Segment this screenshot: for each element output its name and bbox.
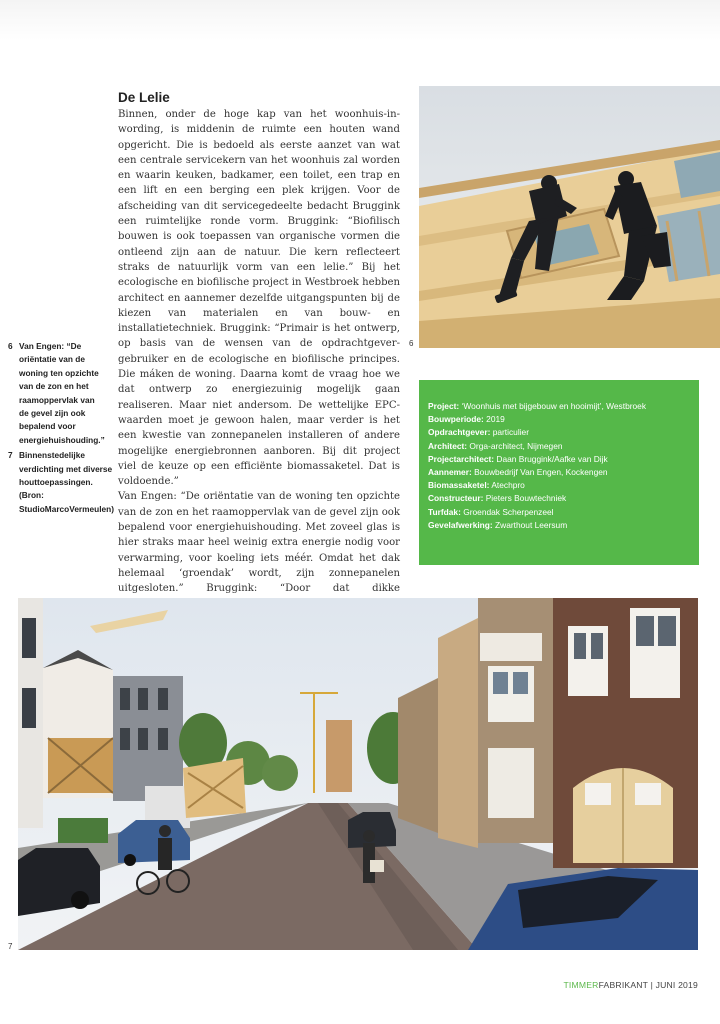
photo-captions — [8, 340, 114, 518]
street-view-illustration — [18, 598, 698, 950]
figure-number-6: 6 — [409, 339, 414, 348]
caption-7 — [8, 449, 114, 516]
photo-street-view — [18, 598, 698, 950]
info-row-aannemer: Aannemer: Bouwbedrijf Van Engen, Kockengen — [428, 467, 608, 478]
info-row-biomassaketel: Biomassaketel: Atechpro — [428, 480, 525, 491]
info-row-constructeur: Constructeur: Pieters Bouwtechniek — [428, 493, 567, 504]
figure-number-7: 7 — [8, 942, 13, 951]
caption-text: Binnenstedelijke verdichting met diverse houttoepassingen. (Bron: StudioMarcoVermeulen) — [19, 450, 114, 514]
roof-workers-illustration — [419, 86, 720, 348]
info-row-architect: Architect: Orga-architect, Nijmegen — [428, 440, 563, 451]
caption-number: 6 — [8, 341, 13, 351]
caption-text: Van Engen: “De oriëntatie van de woning ten opzichte van de zon en het raamoppervlak van de gevel zijn ook bepalend voor energiehuishouding.” — [19, 341, 105, 445]
page-top-shade — [0, 0, 720, 40]
page-footer — [563, 980, 698, 990]
footer-brand-fabrikant: FABRIKANT — [598, 980, 648, 990]
article-paragraph: Binnen, onder de hoge kap van het woonhuis-in-wording, is middenin de ruimte een houten wand opgericht. Die is bedoeld als eerste aanzet van wat een centrale servicekern van het woonhuis zal worden en waarin keuken, badkamer, een toilet, een trap en een lift en een berging een plek krijgen. Voor de afscheiding van dit servicegedeelte bedacht Bruggink een ruimtelijke ronde vorm. Bruggink: “Biofilisch bouwen is ook toepassen van organische vormen die ontleend zijn aan de natuur. Die kern reflecteert straks de natuurlijk vorm van een lelie.” Bij het ecologische en biofilische project in Westbroek hebben architect en aannemer dezelfde uitgangspunten bij de kiezen van materialen en van bouw- en installatietechniek. Bruggink: “Primair is het ontwerp, op basis van de wensen van de opdrachtgever-gebruiker en de ecologische en biofilische principes. Die máken de woning. Daarna komt de vraag hoe we dat ontwerp zo energiezuinig mogelijk gaan realiseren. Maar niet andersom. De wettelijke EPC-waarden moet je gewoon halen, maar verder is het een kwestie van zonnepanelen installeren of andere mogelijke energiebronnen aanboren. Bij dit project viel de keuze op een efficiënte biomassaketel. Dat is voldoende.” — [118, 109, 400, 488]
info-row-bouwperiode: Bouwperiode: 2019 — [428, 414, 505, 425]
project-info-box — [419, 380, 699, 565]
info-row-project: Project: ‘Woonhuis met bijgebouw en hooimijt’, Westbroek — [428, 401, 647, 411]
info-row-projectarchitect: Projectarchitect: Daan Bruggink/Aafke van Dijk — [428, 453, 608, 464]
info-row-turfdak: Turfdak: Groendak Scherpenzeel — [428, 506, 554, 517]
photo-roof-workers — [419, 86, 720, 348]
info-row-opdrachtgever: Opdrachtgever: particulier — [428, 427, 530, 438]
article — [118, 90, 400, 612]
footer-issue: | JUNI 2019 — [647, 980, 698, 990]
article-title: De Lelie — [118, 90, 170, 105]
info-row-gevelafwerking: Gevelafwerking: Zwarthout Leersum — [428, 519, 568, 530]
caption-number: 7 — [8, 450, 13, 461]
footer-brand-timmer: TIMMER — [563, 980, 599, 990]
caption-6 — [8, 340, 106, 447]
article-paragraph: Van Engen: “De oriëntatie van de woning ten opzichte van de zon en het raamoppervlak van de gevel zijn ook bepalend voor energiehuishouding. Met zoveel glas is hier straks maar heel weinig extra energie nodig voor verwarming, voor koeling iets méér. Omdat het dak helemaal ‘groendak’ wordt, zijn zonnepanelen uitgesloten.” Bruggink: “Door dat dikke — [118, 491, 400, 595]
